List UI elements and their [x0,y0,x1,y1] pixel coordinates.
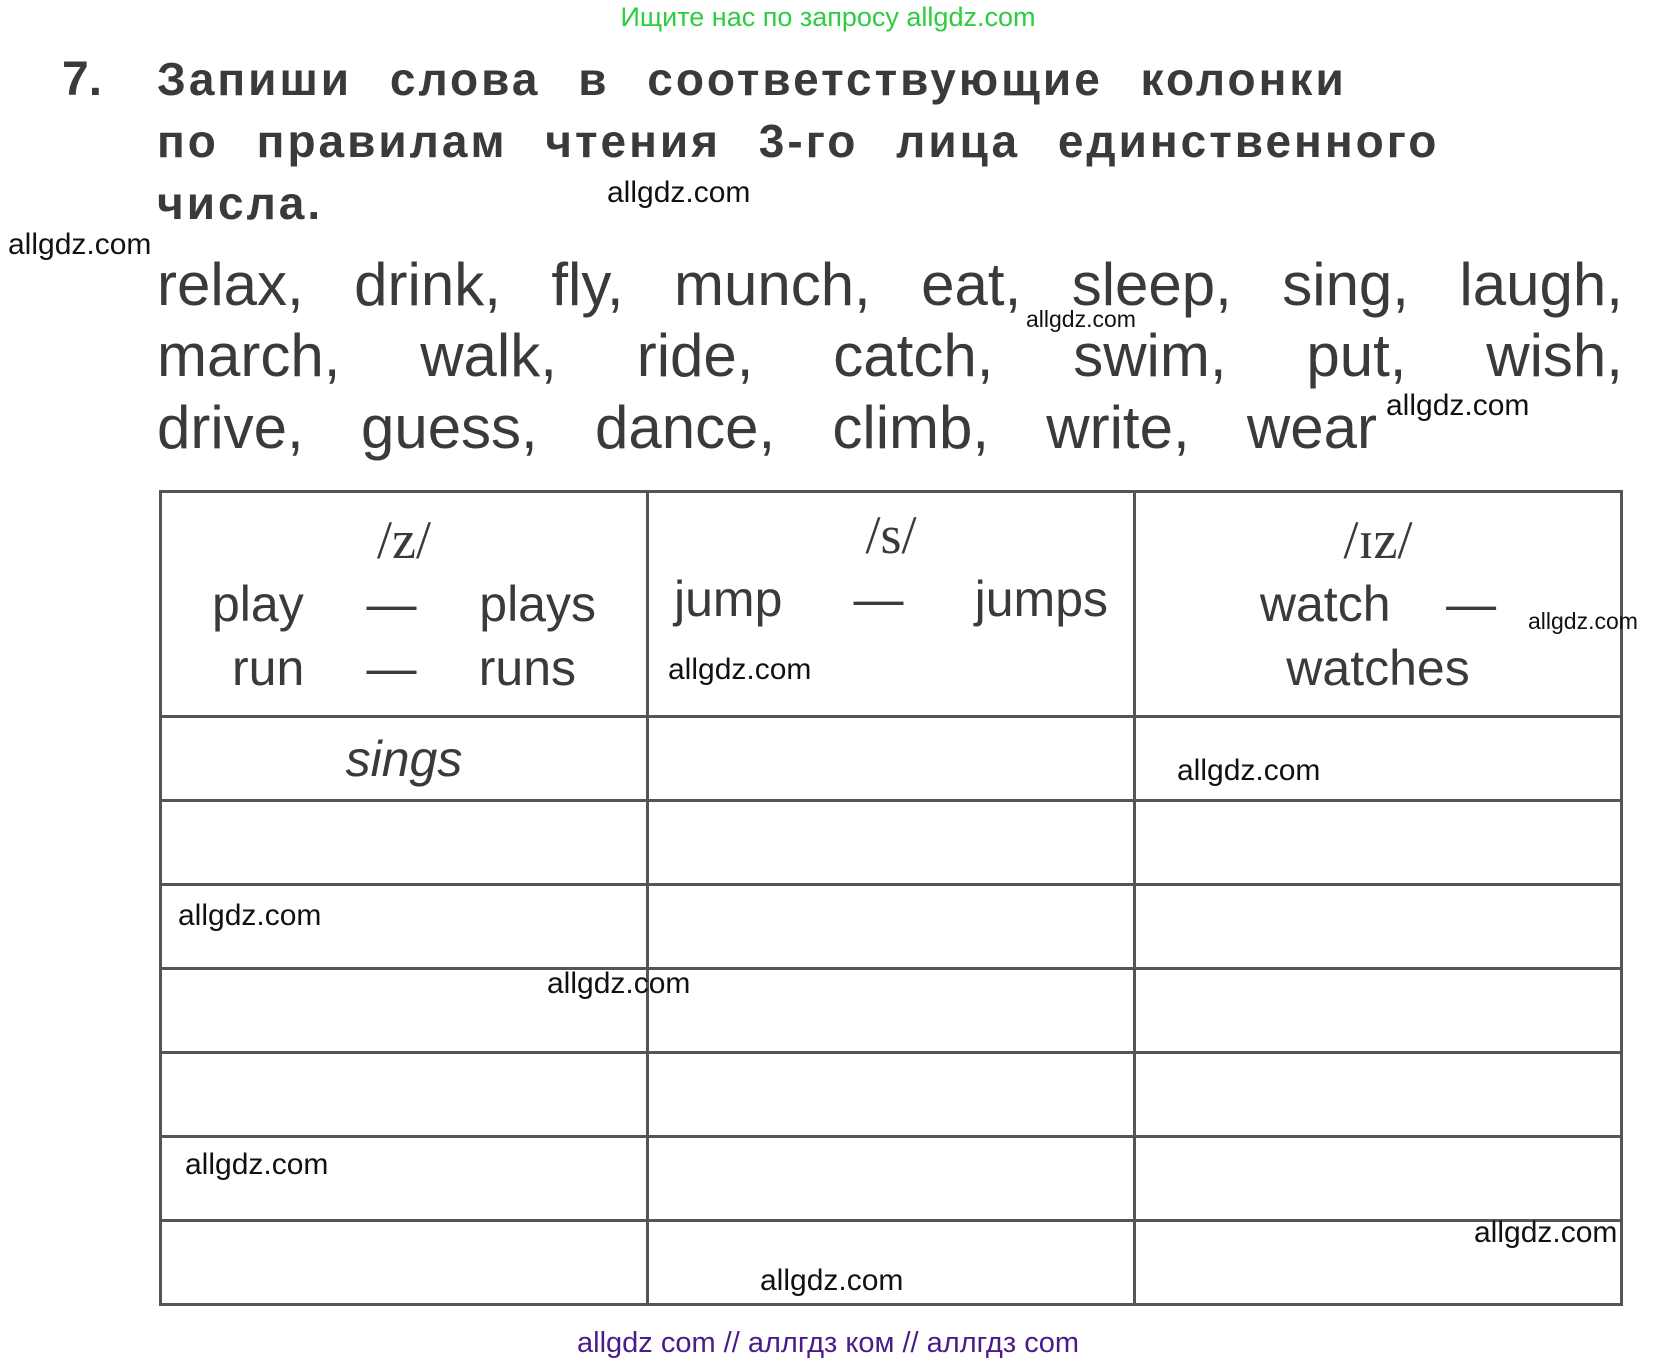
word: guess, [360,394,538,461]
instruction-line-1: Запиши слова в соответствующие колонки [157,53,1347,105]
answer-cell[interactable] [648,885,1135,969]
watermark: allgdz.com [1026,306,1136,332]
example [1136,636,1620,700]
word: munch, [673,251,871,318]
answer-cell[interactable] [648,1053,1135,1137]
word-line-3 [157,393,1377,462]
word-line-2 [157,321,1623,390]
watermark: allgdz.com [1474,1216,1618,1249]
dash: — [853,571,904,627]
instruction-line-2: по правилам чтения 3-го лица единственного [157,115,1440,167]
watermark: allgdz.com [1177,754,1321,787]
word: sing, [1282,251,1409,318]
word: catch, [833,322,994,389]
table-header-row [161,492,1622,717]
search-banner-link[interactable]: Ищите нас по запросу allgdz.com [620,2,1036,32]
answer-cell[interactable] [648,801,1135,885]
word: fly, [551,251,624,318]
answer-cell[interactable] [1135,885,1622,969]
example [162,636,646,700]
watermark: allgdz.com [1528,608,1638,634]
dash: — [366,576,417,632]
exercise-number: 7. [62,53,103,106]
answer-cell[interactable] [1135,1137,1622,1221]
example [649,567,1133,631]
watermark: allgdz.com [760,1264,904,1297]
answer-cell[interactable]: sings [161,717,648,801]
sound-label: /s/ [865,505,917,565]
example-word: run [232,640,305,696]
word: climb, [832,394,990,461]
example-word: runs [478,640,576,696]
word: ride, [636,322,754,389]
answer-cell[interactable] [1135,801,1622,885]
word: wish, [1486,322,1623,389]
word: drive, [157,394,304,461]
example-word: watches [1286,640,1470,696]
sound-columns-table [159,490,1623,1306]
word: walk, [420,322,557,389]
answer-row [161,801,1622,885]
answer-cell[interactable] [648,717,1135,801]
answer-row [161,1053,1622,1137]
word: wear [1246,394,1377,461]
word: write, [1046,394,1190,461]
sound-label: /z/ [377,510,431,570]
answer-cell[interactable] [161,1053,648,1137]
dash: — [366,640,417,696]
instruction-line-3: числа. [157,177,324,229]
example-word: play [212,576,304,632]
watermark: allgdz.com [1386,389,1530,422]
column-iz [1135,492,1622,717]
sound-label: /ɪz/ [1343,510,1413,570]
word: relax, [157,251,304,318]
word: dance, [594,394,776,461]
watermark: allgdz.com [8,228,152,261]
answer-cell[interactable] [1135,969,1622,1053]
answer-row [161,969,1622,1053]
example-word: jump [674,571,783,627]
answer-cell[interactable] [648,969,1135,1053]
watermark: allgdz.com [607,176,751,209]
word: drink, [354,251,501,318]
answer-cell[interactable] [1135,1053,1622,1137]
answer-cell[interactable] [648,1137,1135,1221]
answer-row [161,885,1622,969]
column-z [161,492,648,717]
word: sleep, [1071,251,1232,318]
footer-links[interactable]: allgdz com // аллгдз ком // аллгдз com [577,1327,1079,1359]
word: laugh, [1459,251,1623,318]
answer-cell[interactable] [161,801,648,885]
answer-row [161,1137,1622,1221]
answer-row [161,717,1622,801]
watermark: allgdz.com [185,1148,329,1181]
example-word: plays [479,576,596,632]
example-word: watch [1259,576,1391,632]
watermark: allgdz.com [178,899,322,932]
word-line-1 [157,250,1623,319]
word: put, [1306,322,1407,389]
word: swim, [1073,322,1227,389]
dash: — [1446,576,1497,632]
word: eat, [921,251,1022,318]
example-word: jumps [974,571,1108,627]
example [162,572,646,636]
word: march, [157,322,341,389]
watermark: allgdz.com [547,967,691,1000]
answer-cell[interactable] [161,1221,648,1305]
watermark: allgdz.com [668,653,812,686]
